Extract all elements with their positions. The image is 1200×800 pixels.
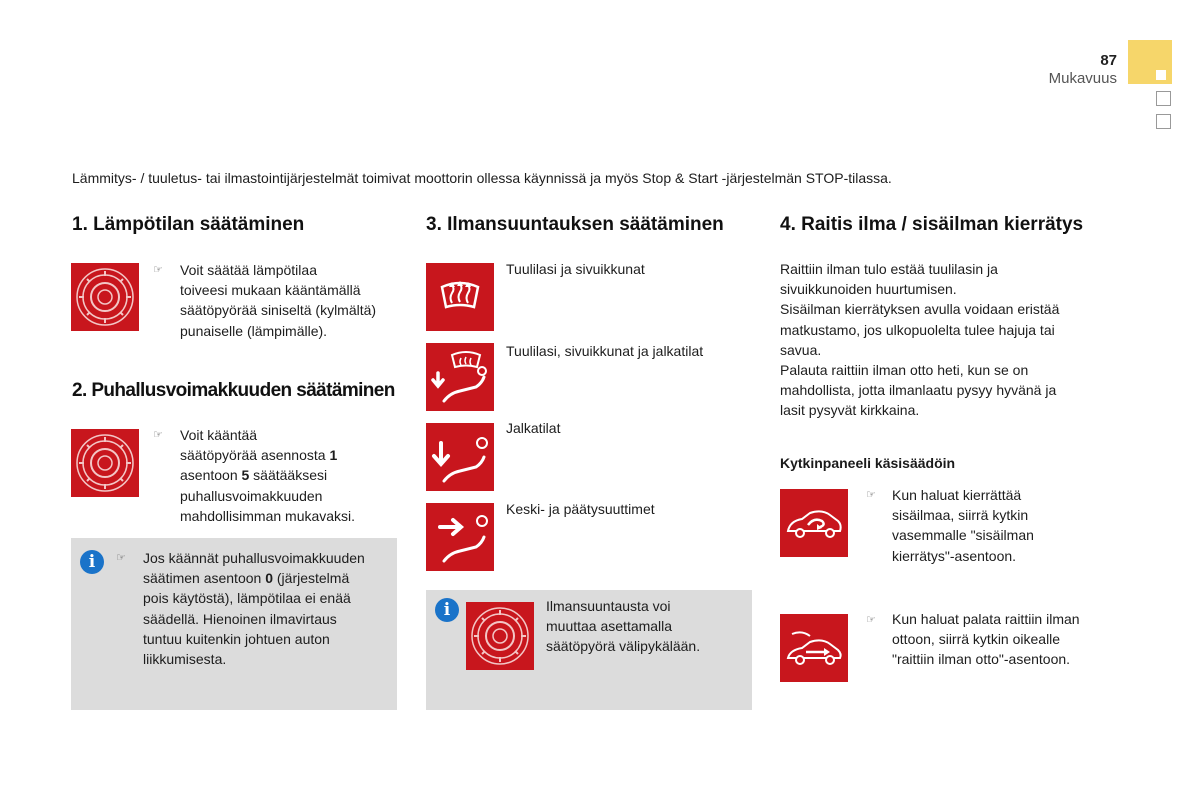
windshield-feet-icon: [426, 343, 494, 411]
section4-text: Raittiin ilman tulo estää tuulilasin ja sivuikkunoiden huurtumisen. Sisäilman kierrätyksen avulla voidaan eristää matkustamo, jos ulkopuolelta tulee hajuja tai savua. Palauta raittiin ilman otto heti, kun se on mahdollista, jotta ilmanlaatu pysyy hyvänä ja lasit pysyvät kirkkaina.: [780, 261, 1060, 419]
section1-text: Voit säätää lämpötilaa toiveesi mukaan kääntämällä säätöpyörää siniseltä (kylmältä) punaiselle (lämpimälle).: [180, 262, 377, 339]
section4-title: 4. Raitis ilma / sisäilman kierrätys: [780, 214, 1084, 235]
bullet-icon: ☞: [153, 429, 163, 441]
fresh-air-text: Kun haluat palata raittiin ilman ottoon, siirrä kytkin oikealle "raittiin ilman otto"-asentoon.: [892, 611, 1080, 668]
section1-title: 1. Lämpötilan säätäminen: [72, 214, 305, 235]
section2-text: Voit kääntää säätöpyörää asennosta 1 asentoon 5 säätääksesi puhallusvoimakkuuden mahdollisimman mukavaksi.: [180, 427, 356, 524]
airflow-dial-icon: [466, 602, 534, 670]
temperature-dial-icon: [71, 263, 139, 331]
recirculation-text: Kun haluat kierrättää sisäilmaa, siirrä kytkin vasemmalle "sisäilman kierrätys"-asentoon.: [892, 487, 1034, 564]
nav-square-1: [1156, 91, 1171, 106]
fan-speed-dial-icon: [71, 429, 139, 497]
windshield-defrost-icon: [426, 263, 494, 331]
airflow-label-2: Tuulilasi, sivuikkunat ja jalkatilat: [506, 343, 704, 359]
airflow-label-3: Jalkatilat: [506, 420, 561, 436]
info-icon: i: [80, 550, 104, 574]
nav-square-2: [1156, 114, 1171, 129]
accent-tab: [1128, 40, 1172, 84]
note-middle-text: Ilmansuuntausta voi muuttaa asettamalla säätöpyörä välipykälään.: [546, 598, 701, 655]
airflow-label-1: Tuulilasi ja sivuikkunat: [506, 261, 645, 277]
control-panel-subtitle: Kytkinpaneeli käsisäädöin: [780, 455, 956, 471]
intro-text: Lämmitys- / tuuletus- tai ilmastointijärjestelmät toimivat moottorin ollessa käynnissä ja myös Stop & Start -järjestelmän STOP-tilassa.: [72, 170, 892, 186]
bullet-icon: ☞: [866, 614, 876, 626]
face-vents-icon: [426, 503, 494, 571]
bullet-icon: ☞: [153, 264, 163, 276]
info-icon: i: [435, 598, 459, 622]
fresh-air-icon: [780, 614, 848, 682]
bullet-icon: ☞: [116, 552, 126, 564]
feet-airflow-icon: [426, 423, 494, 491]
section-name: Mukavuus: [1048, 70, 1117, 87]
bullet-icon: ☞: [866, 489, 876, 501]
page-number: 87: [1100, 52, 1117, 69]
airflow-label-4: Keski- ja päätysuuttimet: [506, 501, 655, 517]
note-left-text: Jos käännät puhallusvoimakkuuden säätimen asentoon 0 (järjestelmä pois käytöstä), lämpötilaa ei enää säädellä. Hienoinen ilmavirtaus tuntuu kuitenkin johtuen auton liikkumisesta.: [143, 550, 365, 668]
section3-title: 3. Ilmansuuntauksen säätäminen: [426, 214, 724, 235]
section2-title: 2. Puhallusvoimakkuuden säätäminen: [72, 380, 395, 401]
recirculation-icon: [780, 489, 848, 557]
